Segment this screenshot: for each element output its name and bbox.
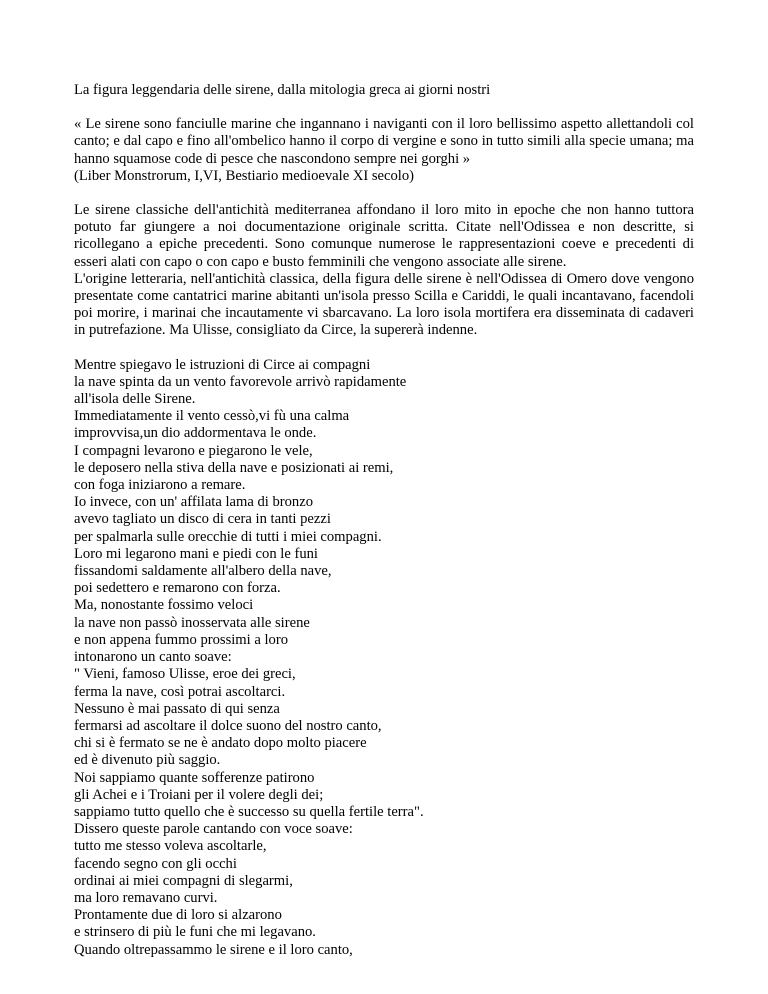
poem-line: I compagni levarono e piegarono le vele, — [74, 442, 313, 459]
poem-line: fissandomi saldamente all'albero della nave, — [74, 563, 332, 580]
poem-line: sappiamo tutto quello che è successo su quella fertile terra". — [74, 803, 424, 820]
poem-line: Immediatamente il vento cessò,vi fù una calma — [74, 408, 350, 425]
document-page — [74, 82, 694, 959]
poem-line: e non appena fummo prossimi a loro — [74, 631, 288, 648]
poem-line: intonarono un canto soave: — [74, 649, 232, 666]
poem-line: improvvisa,un dio addormentava le onde. — [74, 425, 317, 442]
poem-line: Ma, nonostante fossimo veloci — [74, 597, 254, 614]
poem-line: e strinsero di più le funi che mi legavano. — [74, 924, 316, 941]
poem-block — [74, 357, 694, 959]
poem-line: all'isola delle Sirene. — [74, 391, 196, 408]
poem-line: Mentre spiegavo le istruzioni di Circe ai compagni — [74, 356, 371, 373]
poem-line: fermarsi ad ascoltare il dolce suono del nostro canto, — [74, 717, 382, 734]
poem-line: ed è divenuto più saggio. — [74, 752, 221, 769]
poem-line: le deposero nella stiva della nave e posizionati ai remi, — [74, 459, 394, 476]
poem-line: ma loro remavano curvi. — [74, 889, 218, 906]
poem-line: ferma la nave, così potrai ascoltarci. — [74, 683, 286, 700]
poem-line: avevo tagliato un disco di cera in tanti pezzi — [74, 511, 331, 528]
poem-line: facendo segno con gli occhi — [74, 855, 237, 872]
poem-line: Nessuno è mai passato di qui senza — [74, 700, 280, 717]
poem-line: " Vieni, famoso Ulisse, eroe dei greci, — [74, 666, 296, 683]
intro-paragraph-2: L'origine letteraria, nell'antichità classica, della figura delle sirene è nell'Odissea di Omero dove vengono presentate come cantatrici marine abitanti un'isola presso Scilla e Cariddi, le quali incantavano, facendoli poi morire, i marinai che incautamente vi sbarcavano. La loro isola mortifera era disseminata di cadaveri in putrefazione. Ma Ulisse, consigliato da Circe, la supererà indenne. — [74, 270, 694, 339]
poem-line: tutto me stesso voleva ascoltarle, — [74, 838, 267, 855]
quote-text: « Le sirene sono fanciulle marine che ingannano i naviganti con il loro bellissimo aspetto allettandoli col canto; e dal capo e fino all'ombelico hanno il corpo di vergine e sono in tutto simili alla specie umana; ma hanno squamose code di pesce che nascondono sempre nei gorghi » — [74, 116, 694, 167]
poem-line: per spalmarla sulle orecchie di tutti i miei compagni. — [74, 528, 382, 545]
poem-line: Loro mi legarono mani e piedi con le funi — [74, 545, 318, 562]
poem-line: la nave non passò inosservata alle sirene — [74, 614, 310, 631]
poem-line: con foga iniziarono a remare. — [74, 477, 246, 494]
poem-line: poi sedettero e remarono con forza. — [74, 580, 281, 597]
poem-line: ordinai ai miei compagni di slegarmi, — [74, 872, 293, 889]
poem-line: la nave spinta da un vento favorevole arrivò rapidamente — [74, 373, 407, 390]
intro-block — [74, 202, 694, 340]
poem-line: gli Achei e i Troiani per il volere degli dei; — [74, 786, 324, 803]
poem-line: Quando oltrepassammo le sirene e il loro canto, — [74, 941, 353, 958]
poem-line: chi si è fermato se ne è andato dopo molto piacere — [74, 735, 367, 752]
document-title: La figura leggendaria delle sirene, dalla mitologia greca ai giorni nostri — [74, 82, 491, 98]
poem-line: Noi sappiamo quante sofferenze patirono — [74, 769, 315, 786]
poem-line: Io invece, con un' affilata lama di bronzo — [74, 494, 314, 511]
intro-paragraph-1: Le sirene classiche dell'antichità mediterranea affondano il loro mito in epoche che non hanno tuttora potuto far giungere a noi documentazione originale scritta. Citate nell'Odissea e non descritte, si ricollegano a epiche precedenti. Sono comunque numerose le rappresentazioni coeve e precedenti di esseri alati con capo o con capo e busto femminili che vengono associate alle sirene. — [74, 202, 694, 270]
poem-line: Dissero queste parole cantando con voce soave: — [74, 821, 353, 838]
quote-block — [74, 116, 694, 185]
quote-source: (Liber Monstrorum, I,VI, Bestiario medioevale XI secolo) — [74, 167, 415, 184]
poem-line: Prontamente due di loro si alzarono — [74, 907, 282, 924]
